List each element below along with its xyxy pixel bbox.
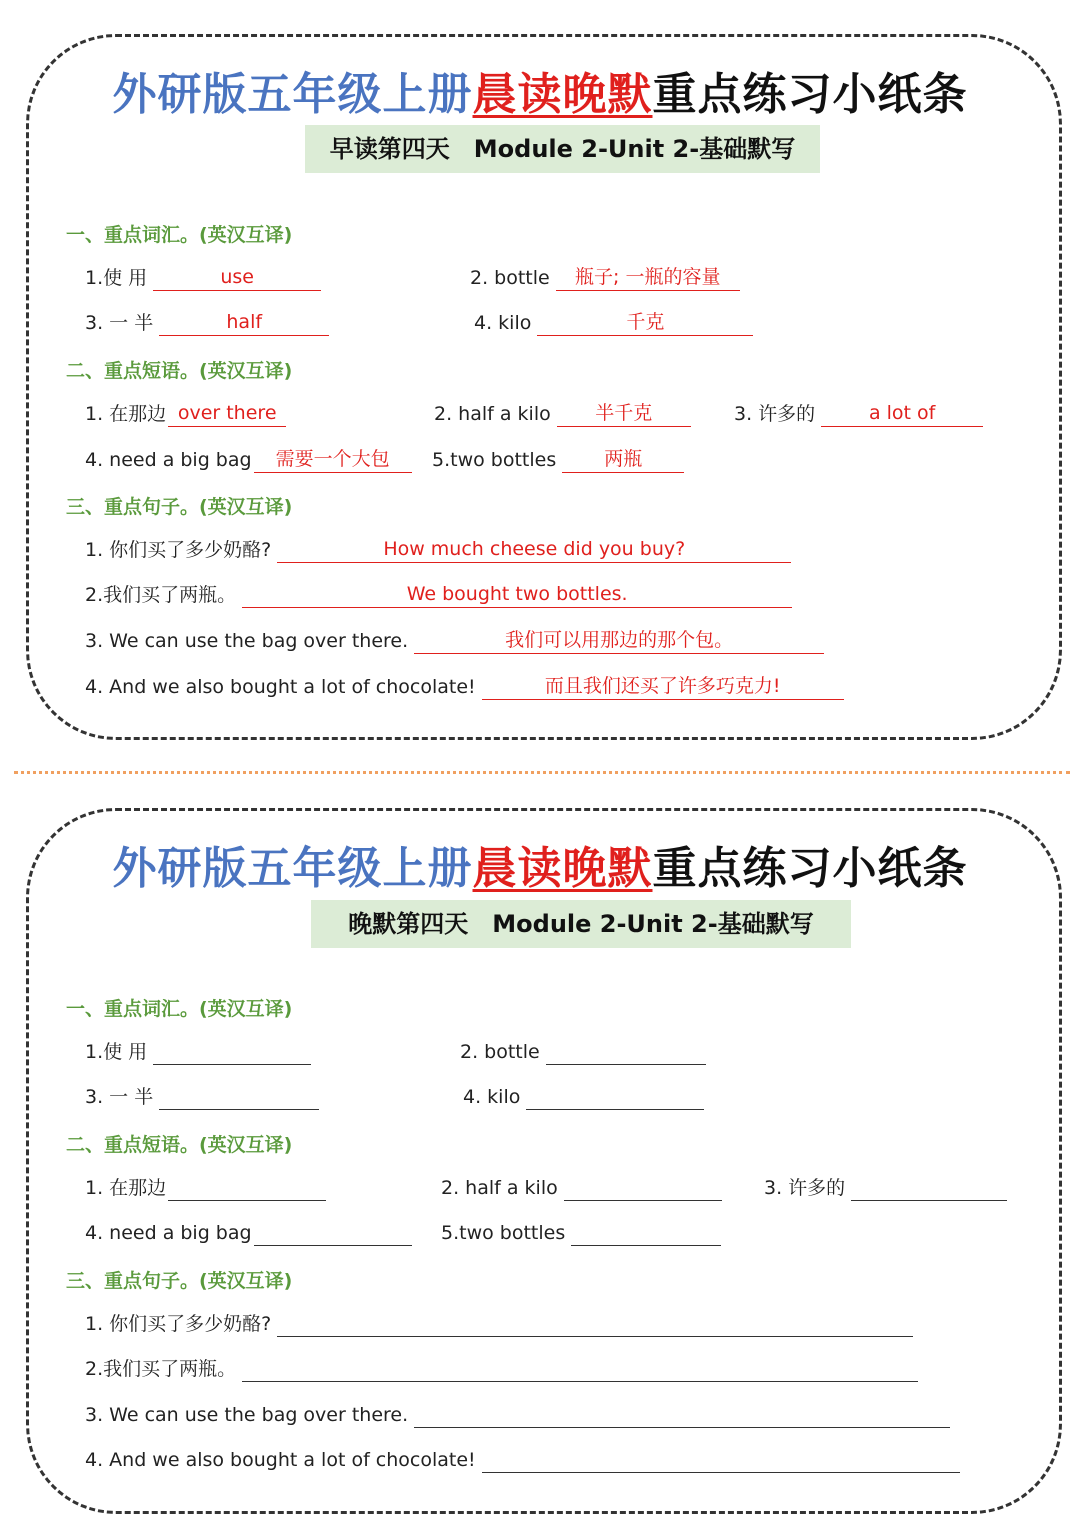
- evening-title: 外研版五年级上册晨读晚默重点练习小纸条: [112, 843, 968, 894]
- evening-sentence-2: 2.我们买了两瓶。: [85, 1356, 918, 1382]
- morning-section-sentences: 三、重点句子。(英汉互译): [66, 496, 293, 518]
- morning-vocab-1: 1.使 用 use: [85, 265, 321, 291]
- evening-vocab-2: 2. bottle: [460, 1039, 706, 1065]
- answer-field[interactable]: a lot of: [821, 402, 983, 427]
- evening-section-sentences: 三、重点句子。(英汉互译): [66, 1270, 293, 1292]
- evening-section-phrases: 二、重点短语。(英汉互译): [66, 1134, 293, 1156]
- evening-vocab-1: 1.使 用: [85, 1039, 311, 1065]
- answer-field[interactable]: over there: [168, 402, 286, 427]
- morning-section-vocab: 一、重点词汇。(英汉互译): [66, 224, 293, 246]
- morning-vocab-2: 2. bottle 瓶子; 一瓶的容量: [470, 265, 740, 291]
- evening-vocab-3: 3. 一 半: [85, 1084, 319, 1110]
- answer-field[interactable]: [414, 1403, 950, 1428]
- evening-phrase-4: 4. need a big bag: [85, 1220, 412, 1246]
- evening-phrase-3: 3. 许多的: [764, 1175, 1007, 1201]
- evening-phrase-1: 1. 在那边: [85, 1175, 326, 1201]
- answer-field[interactable]: [153, 1040, 311, 1065]
- answer-field[interactable]: 瓶子; 一瓶的容量: [556, 266, 740, 291]
- evening-section-vocab: 一、重点词汇。(英汉互译): [66, 998, 293, 1020]
- evening-sentence-1: 1. 你们买了多少奶酪?: [85, 1311, 913, 1337]
- answer-field[interactable]: How much cheese did you buy?: [277, 538, 791, 563]
- answer-field[interactable]: 我们可以用那边的那个包。: [414, 629, 824, 654]
- morning-phrase-5: 5.two bottles 两瓶: [432, 447, 684, 473]
- answer-field[interactable]: use: [153, 266, 321, 291]
- answer-field[interactable]: half: [159, 311, 329, 336]
- answer-field[interactable]: 半千克: [557, 402, 691, 427]
- answer-field[interactable]: [159, 1085, 319, 1110]
- morning-title: 外研版五年级上册晨读晚默重点练习小纸条: [112, 69, 968, 120]
- morning-subtitle: 早读第四天 Module 2-Unit 2-基础默写: [305, 125, 820, 173]
- morning-phrase-3: 3. 许多的 a lot of: [734, 401, 983, 427]
- answer-field[interactable]: [546, 1040, 706, 1065]
- morning-phrase-1: 1. 在那边 over there: [85, 401, 286, 427]
- answer-field[interactable]: [254, 1221, 412, 1246]
- morning-phrase-4: 4. need a big bag 需要一个大包: [85, 447, 412, 473]
- answer-field[interactable]: [564, 1176, 722, 1201]
- morning-sentence-1: 1. 你们买了多少奶酪? How much cheese did you buy?: [85, 537, 791, 563]
- answer-field[interactable]: 两瓶: [562, 448, 684, 473]
- evening-phrase-2: 2. half a kilo: [441, 1175, 722, 1201]
- answer-field[interactable]: [571, 1221, 721, 1246]
- morning-sentence-3: 3. We can use the bag over there. 我们可以用那边的那个包。: [85, 628, 824, 654]
- evening-sentence-4: 4. And we also bought a lot of chocolate!: [85, 1447, 960, 1473]
- answer-field[interactable]: 需要一个大包: [254, 448, 412, 473]
- answer-field[interactable]: 而且我们还买了许多巧克力!: [482, 675, 844, 700]
- answer-field[interactable]: [242, 1357, 918, 1382]
- morning-phrase-2: 2. half a kilo 半千克: [434, 401, 691, 427]
- evening-sentence-3: 3. We can use the bag over there.: [85, 1402, 950, 1428]
- morning-sentence-2: 2.我们买了两瓶。 We bought two bottles.: [85, 582, 792, 608]
- cut-line: [14, 771, 1070, 774]
- morning-section-phrases: 二、重点短语。(英汉互译): [66, 360, 293, 382]
- evening-subtitle: 晚默第四天 Module 2-Unit 2-基础默写: [311, 900, 851, 948]
- morning-sentence-4: 4. And we also bought a lot of chocolate! 而且我们还买了许多巧克力!: [85, 674, 844, 700]
- morning-vocab-4: 4. kilo 千克: [474, 310, 753, 336]
- answer-field[interactable]: [168, 1176, 326, 1201]
- answer-field[interactable]: [277, 1312, 913, 1337]
- evening-phrase-5: 5.two bottles: [441, 1220, 721, 1246]
- answer-field[interactable]: 千克: [537, 311, 753, 336]
- answer-field[interactable]: [482, 1448, 960, 1473]
- answer-field[interactable]: We bought two bottles.: [242, 583, 792, 608]
- answer-field[interactable]: [526, 1085, 704, 1110]
- morning-vocab-3: 3. 一 半 half: [85, 310, 329, 336]
- evening-vocab-4: 4. kilo: [463, 1084, 704, 1110]
- answer-field[interactable]: [851, 1176, 1007, 1201]
